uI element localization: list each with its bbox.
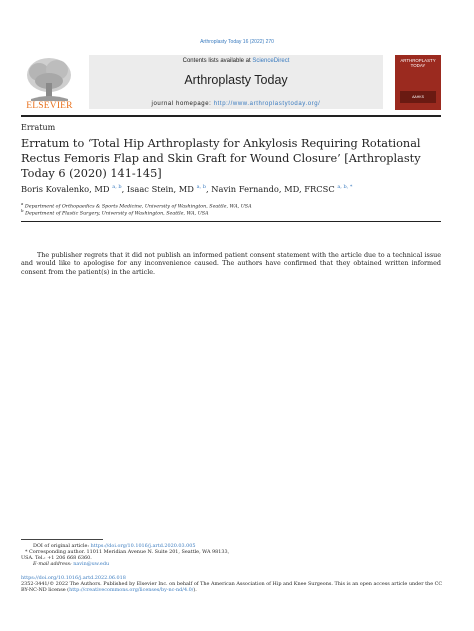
author-list: [21, 184, 352, 194]
email-label: E-mail address:: [33, 561, 74, 567]
journal-citation: Arthroplasty Today 16 (2022) 270: [200, 39, 274, 45]
license-statement: [21, 581, 446, 594]
license-end: ).: [193, 587, 197, 594]
footnote-email: [33, 561, 109, 567]
header-divider: [21, 115, 441, 117]
license-text: 2352-3441/© 2022 The Authors. Published by Elsevier Inc. on behalf of The American Association of Hip and Knee Surgeons. This is an open access article under the CC BY-NC-ND license (: [21, 581, 443, 594]
original-doi-label: DOI of original article:: [33, 543, 91, 549]
journal-masthead: [89, 55, 383, 109]
erratum-body: The publisher regrets that it did not publish an informed patient consent statement with the article due to a technical issue and would like to apologise for any inconvenience caused. The authors have confirmed that they obtained written informed consent from the patient(s) in the article.: [21, 251, 441, 276]
article-type: Erratum: [21, 123, 56, 132]
author-affiliation-mark[interactable]: a, b: [112, 184, 122, 191]
sciencedirect-link[interactable]: ScienceDirect: [252, 58, 290, 64]
affiliation: [21, 208, 209, 217]
cover-title: ARTHROPLASTY TODAY: [400, 58, 436, 68]
author-separator: ,: [121, 184, 127, 194]
email-link[interactable]: navin@uw.edu: [73, 561, 110, 567]
author-affiliation-mark[interactable]: a, b: [196, 184, 206, 191]
homepage-prefix: journal homepage:: [151, 101, 214, 107]
journal-title: Arthroplasty Today: [184, 73, 288, 87]
contents-availability: [89, 58, 383, 64]
article-title: Erratum to ‘Total Hip Arthroplasty for Ankylosis Requiring Rotational Rectus Femoris Flap and Skin Graft for Wound Closure’ [Arthroplasty Today 6 (2020) 141-145]: [21, 137, 421, 180]
author-name: Isaac Stein, MD: [126, 184, 194, 194]
footnote-telephone: USA. Tel.: +1 206 668 6360.: [21, 555, 92, 561]
affiliation-mark: b: [21, 208, 24, 213]
elsevier-wordmark: ELSEVIER: [26, 101, 73, 111]
journal-homepage: [89, 101, 383, 107]
homepage-link[interactable]: http://www.arthroplastytoday.org/: [213, 101, 321, 107]
author-name: Navin Fernando, MD, FRCSC: [211, 184, 335, 194]
affiliation-mark: a: [21, 201, 24, 206]
cover-badge: AAHKS: [400, 91, 436, 103]
article-doi-link[interactable]: https://doi.org/10.1016/j.artd.2022.06.018: [21, 575, 126, 581]
contents-prefix: Contents lists available at: [182, 58, 253, 64]
author-name: Boris Kovalenko, MD: [21, 184, 110, 194]
author-affiliation-mark[interactable]: a, b, *: [337, 184, 353, 191]
footnote-divider: [21, 539, 103, 540]
author-separator: ,: [205, 184, 212, 194]
section-divider: [21, 221, 441, 222]
affiliation-text: Department of Orthopaedics & Sports Medicine, University of Washington, Seattle, WA, USA: [24, 204, 252, 210]
original-doi-link[interactable]: https://doi.org/10.1016/j.artd.2020.03.005: [90, 543, 196, 549]
license-link[interactable]: http://creativecommons.org/licenses/by-nc-nd/4.0/: [69, 587, 194, 594]
journal-cover-thumbnail: [395, 55, 441, 110]
footnote-corresponding-author: * Corresponding author. 11011 Meridian Avenue N. Suite 201, Seattle, WA 98133,: [25, 549, 230, 555]
affiliation-text: Department of Plastic Surgery, University of Washington, Seattle, WA, USA: [25, 211, 209, 217]
